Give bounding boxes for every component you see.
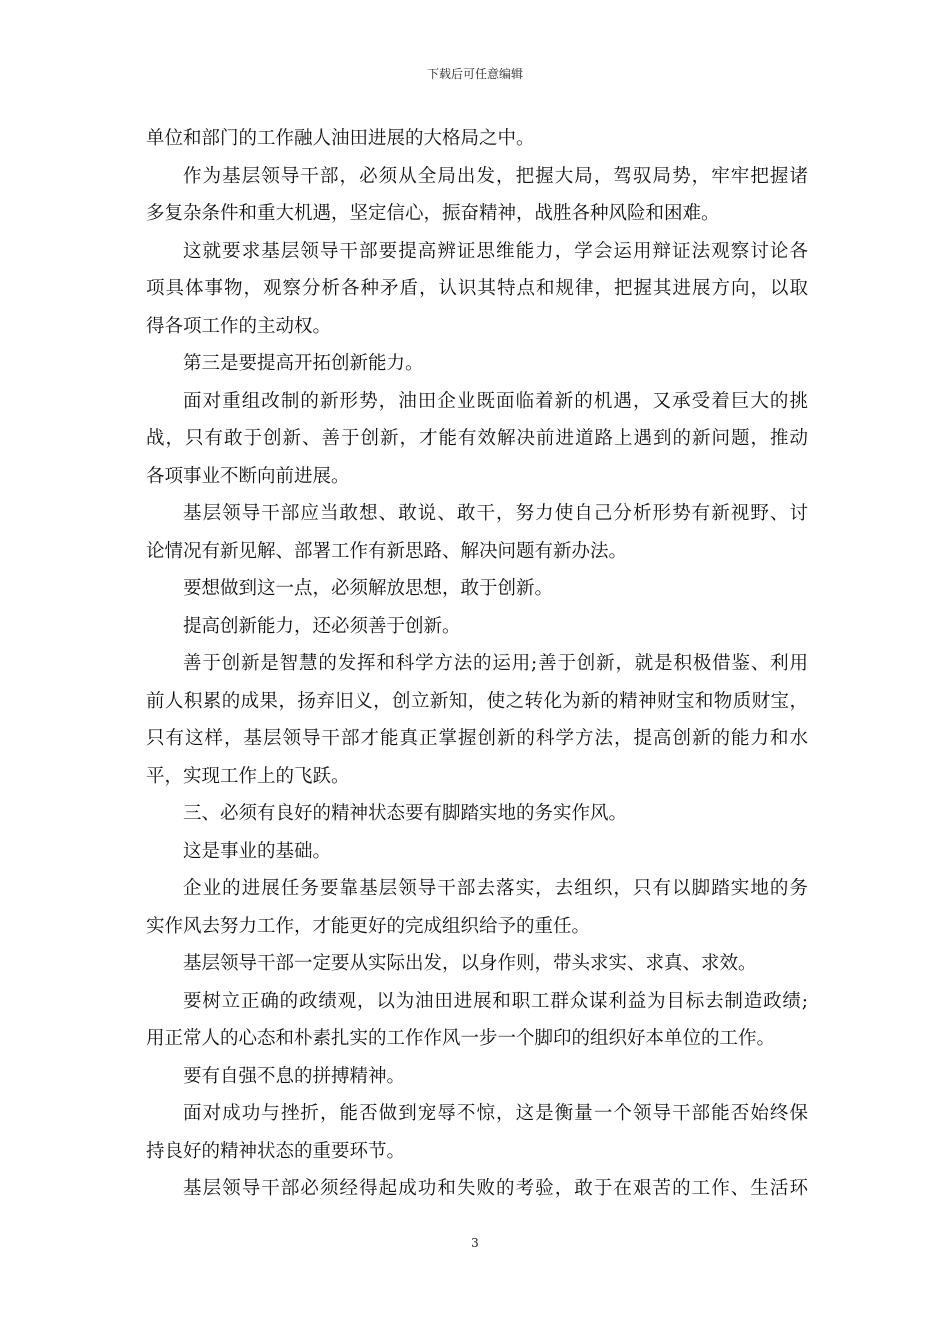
text-line: 企业的进展任务要靠基层领导干部去落实，去组织，只有以脚踏实地的务: [183, 878, 808, 899]
text-line: 要有自强不息的拼搏精神。: [183, 1065, 406, 1087]
text-line: 前人积累的成果，扬弃旧义，创立新知，使之转化为新的精神财宝和物质财宝，: [146, 690, 808, 712]
text-line: 基层领导干部应当敢想、敢说、敢干，努力使自己分析形势有新视野、讨: [183, 503, 808, 524]
text-line: 持良好的精神状态的重要环节。: [146, 1140, 406, 1162]
text-line: 这是事业的基础。: [183, 840, 332, 862]
page-header: 下载后可任意编辑: [426, 67, 523, 81]
document-body: [146, 120, 808, 1208]
text-line: 面对成功与挫折，能否做到宠辱不惊，这是衡量一个领导干部能否始终保: [183, 1103, 808, 1124]
text-line: 各项事业不断向前进展。: [146, 465, 350, 487]
text-line: 战，只有敢于创新、善于创新，才能有效解决前进道路上遇到的新问题，推动: [146, 428, 808, 449]
text-line: 得各项工作的主动权。: [146, 315, 332, 337]
text-line: 项具体事物，观察分析各种矛盾，认识其特点和规律，把握其进展方向，以取: [146, 278, 808, 299]
text-line: 面对重组改制的新形势，油田企业既面临着新的机遇，又承受着巨大的挑: [183, 390, 808, 412]
text-line: 实作风去努力工作，才能更好的完成组织给予的重任。: [146, 915, 591, 937]
text-line: 用正常人的心态和朴素扎实的工作作风一步一个脚印的组织好本单位的工作。: [146, 1028, 776, 1049]
page-number: 3: [471, 1236, 479, 1250]
text-line: 基层领导干部必须经得起成功和失败的考验，敢于在艰苦的工作、生活环: [183, 1178, 808, 1199]
text-line: 作为基层领导干部，必须从全局出发，把握大局，驾驭局势，牢牢把握诸: [183, 165, 808, 187]
text-line: 要树立正确的政绩观，以为油田进展和职工群众谋利益为目标去制造政绩;: [183, 990, 808, 1012]
text-line: 要想做到这一点，必须解放思想，敢于创新。: [183, 578, 554, 599]
text-line: 单位和部门的工作融人油田进展的大格局之中。: [146, 128, 535, 149]
text-line: 论情况有新见解、部署工作有新思路、解决问题有新办法。: [146, 540, 628, 562]
text-line: 多复杂条件和重大机遇，坚定信心，振奋精神，战胜各种风险和困难。: [146, 203, 720, 224]
text-line: 基层领导干部一定要从实际出发，以身作则，带头求实、求真、求效。: [183, 953, 757, 974]
text-line: 只有这样，基层领导干部才能真正掌握创新的科学方法，提高创新的能力和水: [146, 728, 808, 749]
text-line: 平，实现工作上的飞跃。: [146, 765, 350, 787]
text-line: 善于创新是智慧的发挥和科学方法的运用;善于创新，就是积极借鉴、利用: [183, 653, 808, 674]
text-line: 三、必须有良好的精神状态要有脚踏实地的务实作风。: [183, 803, 628, 824]
text-line: 第三是要提高开拓创新能力。: [183, 353, 424, 374]
text-line: 提高创新能力，还必须善于创新。: [183, 615, 461, 637]
text-line: 这就要求基层领导干部要提高辨证思维能力，学会运用辩证法观察讨论各: [183, 240, 808, 262]
